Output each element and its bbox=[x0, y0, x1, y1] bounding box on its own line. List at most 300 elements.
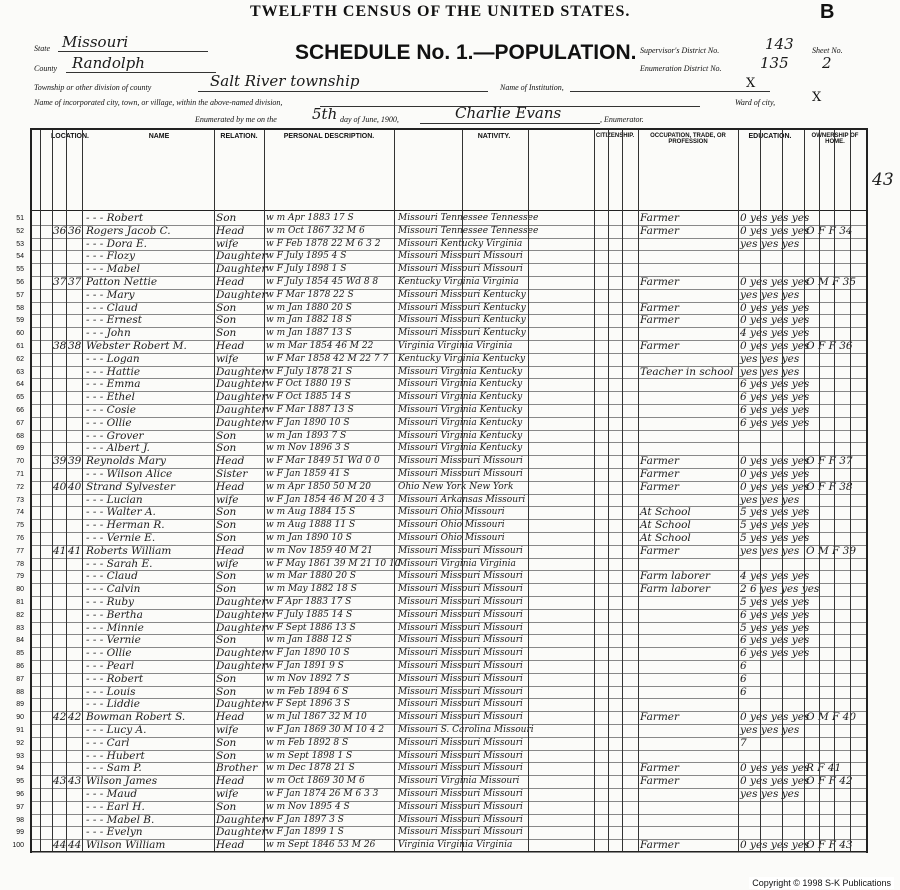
col-education: EDUCATION. bbox=[748, 133, 792, 140]
institution-label: Name of Institution, bbox=[500, 83, 564, 92]
relation: Son bbox=[216, 212, 237, 224]
personal-description: w F Oct 1880 19 S bbox=[266, 379, 351, 390]
education: 0 yes yes yes bbox=[740, 224, 810, 237]
enum-district-label: Enumeration District No. bbox=[640, 64, 722, 73]
occupation: Farmer bbox=[640, 314, 680, 327]
personal-description: w F Mar 1849 51 Wd 0 0 bbox=[266, 456, 380, 467]
relation: Daughter bbox=[216, 698, 267, 711]
incorporated-label: Name of incorporated city, town, or village, within the above-named division, bbox=[34, 98, 283, 107]
home-ownership: O F F 34 bbox=[806, 224, 853, 237]
occupation: Farmer bbox=[640, 468, 680, 480]
dwelling-number: 42 bbox=[53, 711, 67, 724]
education: yes yes yes bbox=[740, 493, 800, 506]
education: 0 yes yes yes bbox=[740, 711, 810, 724]
nativity: Missouri Ohio Missouri bbox=[398, 520, 505, 531]
line-number: 84 bbox=[16, 637, 24, 645]
education: yes yes yes bbox=[740, 365, 800, 378]
line-number: 59 bbox=[16, 317, 24, 325]
dwelling-number: 40 bbox=[53, 480, 67, 493]
personal-description: w F Feb 1878 22 M 6 3 2 bbox=[266, 238, 381, 249]
supervisor-number: 143 bbox=[765, 35, 794, 53]
person-name: - - - Lucian bbox=[86, 493, 143, 506]
line-number: 61 bbox=[16, 343, 24, 350]
nativity: Missouri Tennessee Tennessee bbox=[398, 225, 539, 236]
person-name: - - - Hattie bbox=[86, 365, 141, 378]
relation: Son bbox=[216, 583, 237, 596]
nativity: Missouri Virginia Kentucky bbox=[398, 443, 523, 454]
home-ownership: O M F 35 bbox=[806, 276, 857, 288]
line-number: 69 bbox=[16, 445, 24, 453]
personal-description: w F May 1861 39 M 21 10 10 bbox=[266, 558, 401, 569]
family-number: 43 bbox=[68, 775, 82, 788]
col-location: LOCATION. bbox=[51, 133, 89, 140]
census-table bbox=[12, 128, 868, 853]
education: 6 yes yes yes bbox=[740, 378, 810, 391]
personal-description: w F Jan 1890 10 S bbox=[266, 417, 350, 428]
personal-description: w m Feb 1894 6 S bbox=[266, 686, 349, 697]
line-number: 86 bbox=[16, 663, 24, 670]
nativity: Missouri S. Carolina Missouri bbox=[398, 725, 534, 735]
column-divider bbox=[528, 130, 529, 851]
occupation: Farmer bbox=[640, 301, 680, 314]
occupation: Farmer bbox=[640, 762, 680, 775]
nativity: Missouri Missouri Kentucky bbox=[398, 328, 526, 339]
person-name: - - - Liddie bbox=[86, 698, 141, 711]
relation: Sister bbox=[216, 468, 248, 480]
home-ownership: R F 41 bbox=[806, 762, 842, 775]
person-name: Webster Robert M. bbox=[86, 340, 187, 352]
relation: Daughter bbox=[216, 596, 267, 608]
nativity: Missouri Missouri Missouri bbox=[398, 571, 523, 582]
occupation: Farmer bbox=[640, 775, 680, 788]
enumerator-label: , Enumerator. bbox=[600, 115, 644, 124]
nativity: Missouri Virginia Kentucky bbox=[398, 405, 523, 415]
relation: Head bbox=[216, 480, 245, 493]
personal-description: w m Nov 1892 7 S bbox=[266, 673, 350, 684]
occupation: Farm laborer bbox=[640, 570, 711, 583]
col-citizenship: CITIZENSHIP. bbox=[595, 133, 635, 139]
personal-description: w m Mar 1880 20 S bbox=[266, 571, 356, 582]
person-name: Patton Nettie bbox=[86, 276, 158, 288]
line-number: 70 bbox=[16, 458, 24, 466]
home-ownership: O M F 39 bbox=[806, 544, 857, 557]
person-name: - - - Ruby bbox=[86, 596, 134, 608]
occupation: At School bbox=[640, 532, 691, 544]
dwelling-number: 37 bbox=[53, 276, 67, 288]
nativity: Missouri Missouri Missouri bbox=[398, 635, 523, 646]
person-name: - - - Robert bbox=[86, 672, 144, 685]
personal-description: w m Feb 1892 8 S bbox=[266, 737, 349, 748]
copyright: Copyright © 1998 S-K Publications bbox=[749, 877, 894, 889]
family-number: 39 bbox=[68, 455, 82, 468]
nativity: Missouri Virginia Missouri bbox=[398, 776, 520, 787]
nativity: Missouri Virginia Kentucky bbox=[398, 366, 523, 377]
person-name: - - - Carl bbox=[86, 736, 130, 749]
line-number: 89 bbox=[16, 701, 24, 709]
relation: Son bbox=[216, 570, 237, 583]
person-name: - - - Vernie E. bbox=[86, 532, 156, 544]
personal-description: w F Apr 1883 17 S bbox=[266, 597, 352, 607]
nativity: Missouri Virginia Kentucky bbox=[398, 379, 523, 390]
line-number: 64 bbox=[16, 381, 24, 389]
person-name: - - - Ethel bbox=[86, 391, 135, 404]
personal-description: w F July 1878 21 S bbox=[266, 366, 353, 377]
relation: wife bbox=[216, 788, 239, 800]
line-number: 96 bbox=[16, 791, 24, 798]
nativity: Kentucky Virginia Virginia bbox=[398, 277, 519, 287]
family-number: 41 bbox=[68, 544, 82, 557]
personal-description: w m Mar 1854 46 M 22 bbox=[266, 341, 374, 351]
person-name: - - - Louis bbox=[86, 685, 136, 698]
institution-mark: X bbox=[746, 76, 756, 91]
column-divider bbox=[760, 130, 761, 851]
person-name: - - - Sarah E. bbox=[86, 557, 153, 570]
ward-label: Ward of city, bbox=[735, 98, 776, 107]
column-divider bbox=[264, 130, 265, 851]
line-number: 92 bbox=[16, 739, 24, 747]
personal-description: w F Jan 1897 3 S bbox=[266, 814, 344, 825]
personal-description: w F Mar 1858 42 M 22 7 7 bbox=[266, 353, 389, 364]
col-personal: PERSONAL DESCRIPTION. bbox=[283, 133, 375, 140]
line-number: 97 bbox=[16, 803, 24, 811]
dwelling-number: 44 bbox=[53, 839, 67, 852]
personal-description: w m Jan 1888 12 S bbox=[266, 635, 352, 646]
column-divider bbox=[52, 130, 53, 851]
person-name: - - - Lucy A. bbox=[86, 724, 147, 736]
nativity: Missouri Missouri Missouri bbox=[398, 469, 523, 479]
person-name: Roberts William bbox=[86, 544, 172, 557]
schedule-title: SCHEDULE No. 1.—POPULATION. bbox=[295, 41, 637, 64]
nativity: Missouri Virginia Virginia bbox=[398, 558, 516, 569]
relation: Son bbox=[216, 672, 237, 685]
nativity: Missouri Missouri Kentucky bbox=[398, 302, 526, 313]
education: 0 yes yes yes bbox=[740, 762, 810, 775]
person-name: - - - Hubert bbox=[86, 749, 145, 762]
education: 5 yes yes yes bbox=[740, 596, 810, 608]
relation: Daughter bbox=[216, 416, 267, 429]
personal-description: w m Sept 1898 1 S bbox=[266, 750, 353, 761]
column-divider bbox=[782, 130, 783, 851]
county-value: Randolph bbox=[72, 54, 145, 72]
person-name: - - - Robert bbox=[86, 212, 144, 224]
line-number: 52 bbox=[16, 227, 24, 235]
personal-description: w m Jul 1867 32 M 10 bbox=[266, 712, 367, 723]
relation: Son bbox=[216, 736, 237, 749]
census-title: TWELFTH CENSUS OF THE UNITED STATES. bbox=[250, 3, 631, 20]
person-name: - - - Pearl bbox=[86, 660, 135, 672]
enumerator-name: Charlie Evans bbox=[455, 104, 562, 122]
column-divider bbox=[834, 130, 835, 851]
relation: Daughter bbox=[216, 608, 267, 621]
person-name: - - - John bbox=[86, 327, 131, 340]
occupation: Teacher in school bbox=[640, 365, 734, 378]
person-name: - - - Claud bbox=[86, 301, 138, 314]
relation: Daughter bbox=[216, 813, 267, 826]
education: yes yes yes bbox=[740, 788, 800, 800]
line-number: 91 bbox=[16, 727, 24, 734]
dwelling-number: 36 bbox=[53, 224, 67, 237]
family-number: 38 bbox=[68, 340, 82, 352]
relation: Daughter bbox=[216, 404, 267, 416]
education: 6 bbox=[740, 685, 747, 698]
relation: Head bbox=[216, 340, 245, 352]
nativity: Missouri Ohio Missouri bbox=[398, 507, 505, 518]
education: 0 yes yes yes bbox=[740, 212, 810, 224]
education: yes yes yes bbox=[740, 544, 800, 557]
line-number: 68 bbox=[16, 432, 24, 440]
nativity: Missouri Missouri Missouri bbox=[398, 686, 523, 697]
column-divider bbox=[608, 130, 609, 851]
nativity: Missouri Arkansas Missouri bbox=[398, 494, 526, 505]
personal-description: w m Apr 1883 17 S bbox=[266, 213, 354, 223]
personal-description: w m Nov 1896 3 S bbox=[266, 443, 350, 454]
home-ownership: O M F 40 bbox=[806, 711, 857, 724]
line-number: 74 bbox=[16, 509, 24, 517]
relation: Head bbox=[216, 775, 245, 788]
state-value: Missouri bbox=[62, 33, 129, 51]
person-name: - - - Sam P. bbox=[86, 762, 142, 775]
education: 5 yes yes yes bbox=[740, 621, 810, 634]
personal-description: w m Jan 1880 20 S bbox=[266, 302, 352, 313]
education: 0 yes yes yes bbox=[740, 340, 810, 352]
column-divider bbox=[82, 130, 83, 851]
line-number: 78 bbox=[16, 560, 24, 568]
personal-description: w m Oct 1867 32 M 6 bbox=[266, 225, 365, 236]
relation: wife bbox=[216, 352, 239, 365]
relation: Head bbox=[216, 711, 245, 724]
relation: Son bbox=[216, 327, 237, 340]
line-number: 67 bbox=[16, 419, 24, 427]
relation: Daughter bbox=[216, 660, 267, 672]
occupation: Farmer bbox=[640, 276, 680, 288]
person-name: Reynolds Mary bbox=[86, 455, 166, 468]
column-divider bbox=[850, 130, 851, 851]
column-divider bbox=[622, 130, 623, 851]
line-number: 75 bbox=[16, 522, 24, 530]
occupation: Farmer bbox=[640, 480, 680, 493]
township-label: Township or other division of county bbox=[34, 83, 152, 92]
line-number: 87 bbox=[16, 675, 24, 683]
line-number: 99 bbox=[16, 829, 24, 837]
person-name: Rogers Jacob C. bbox=[86, 224, 171, 237]
line-number: 88 bbox=[16, 688, 24, 696]
nativity: Virginia Virginia Virginia bbox=[398, 840, 513, 851]
line-number: 60 bbox=[16, 330, 24, 338]
personal-description: w m Aug 1888 11 S bbox=[266, 520, 356, 531]
nativity: Missouri Missouri Missouri bbox=[398, 750, 523, 761]
home-ownership: O F F 42 bbox=[806, 775, 853, 788]
nativity: Missouri Missouri Missouri bbox=[398, 737, 523, 748]
nativity: Missouri Missouri Missouri bbox=[398, 827, 523, 838]
col-nativity: NATIVITY. bbox=[477, 133, 511, 140]
enum-district-number: 135 bbox=[760, 54, 789, 72]
relation: Daughter bbox=[216, 621, 267, 634]
col-relation: RELATION. bbox=[220, 133, 258, 140]
line-number: 79 bbox=[16, 573, 24, 581]
personal-description: w m Dec 1878 21 S bbox=[266, 763, 355, 774]
nativity: Missouri Missouri Missouri bbox=[398, 789, 523, 799]
person-name: - - - Earl H. bbox=[86, 800, 145, 813]
personal-description: w F Jan 1854 46 M 20 4 3 bbox=[266, 494, 385, 505]
dwelling-number: 41 bbox=[53, 544, 67, 557]
line-number: 83 bbox=[16, 624, 24, 632]
relation: Son bbox=[216, 506, 237, 519]
personal-description: w F Mar 1887 13 S bbox=[266, 405, 354, 415]
nativity: Missouri Virginia Kentucky bbox=[398, 392, 523, 403]
relation: Daughter bbox=[216, 263, 267, 276]
education: yes yes yes bbox=[740, 352, 800, 365]
relation: Daughter bbox=[216, 250, 267, 263]
person-name: - - - Ernest bbox=[86, 314, 142, 327]
nativity: Missouri Missouri Missouri bbox=[398, 584, 523, 595]
column-divider bbox=[638, 130, 639, 851]
relation: Head bbox=[216, 544, 245, 557]
education: 6 yes yes yes bbox=[740, 634, 810, 647]
line-number: 56 bbox=[16, 279, 24, 286]
personal-description: w m Apr 1850 50 M 20 bbox=[266, 481, 371, 492]
nativity: Missouri Ohio Missouri bbox=[398, 533, 505, 543]
line-number: 90 bbox=[16, 714, 24, 722]
line-number: 63 bbox=[16, 368, 24, 376]
nativity: Missouri Missouri Missouri bbox=[398, 597, 523, 607]
column-divider bbox=[394, 130, 395, 851]
home-ownership: O F F 38 bbox=[806, 480, 853, 493]
personal-description: w m Oct 1869 30 M 6 bbox=[266, 776, 365, 787]
sheet-number: 2 bbox=[822, 54, 832, 72]
column-divider bbox=[462, 130, 463, 851]
occupation: Farmer bbox=[640, 340, 680, 352]
nativity: Missouri Missouri Missouri bbox=[398, 712, 523, 723]
personal-description: w F Sept 1896 3 S bbox=[266, 699, 350, 710]
education: 0 yes yes yes bbox=[740, 468, 810, 480]
education: 2 6 yes yes yes bbox=[740, 583, 820, 596]
home-ownership: O F F 36 bbox=[806, 340, 853, 352]
education: 4 yes yes yes bbox=[740, 327, 810, 340]
relation: Son bbox=[216, 532, 237, 544]
relation: Son bbox=[216, 314, 237, 327]
personal-description: w m May 1882 18 S bbox=[266, 584, 357, 595]
personal-description: w F Oct 1885 14 S bbox=[266, 392, 351, 403]
person-name: Wilson James bbox=[86, 775, 158, 788]
personal-description: w m Nov 1895 4 S bbox=[266, 801, 350, 812]
person-name: - - - Cosie bbox=[86, 404, 136, 416]
line-number: 94 bbox=[16, 765, 24, 773]
line-number: 54 bbox=[16, 253, 24, 261]
education: yes yes yes bbox=[740, 288, 800, 301]
personal-description: w F Sept 1886 13 S bbox=[266, 622, 356, 633]
line-number: 81 bbox=[16, 599, 24, 606]
education: 5 yes yes yes bbox=[740, 519, 810, 532]
nativity: Missouri Missouri Missouri bbox=[398, 661, 523, 671]
side-number: 43 bbox=[872, 170, 894, 190]
occupation: Farmer bbox=[640, 544, 680, 557]
line-number: 66 bbox=[16, 407, 24, 414]
nativity: Ohio New York New York bbox=[398, 481, 514, 492]
nativity: Missouri Missouri Missouri bbox=[398, 801, 523, 812]
line-number: 72 bbox=[16, 483, 24, 491]
person-name: - - - Maud bbox=[86, 788, 138, 800]
column-divider bbox=[66, 130, 67, 851]
line-number: 93 bbox=[16, 752, 24, 760]
education: 0 yes yes yes bbox=[740, 301, 810, 314]
relation: Brother bbox=[216, 762, 258, 775]
personal-description: w m Jan 1890 10 S bbox=[266, 533, 352, 543]
line-number: 77 bbox=[16, 547, 24, 555]
education: 0 yes yes yes bbox=[740, 314, 810, 327]
person-name: - - - Vernie bbox=[86, 634, 141, 647]
personal-description: w F Jan 1890 10 S bbox=[266, 648, 350, 659]
enumerated-label: Enumerated by me on the bbox=[195, 115, 277, 124]
day-of-label: day of June, 1900, bbox=[340, 115, 399, 124]
relation: Daughter bbox=[216, 391, 267, 404]
line-number: 71 bbox=[16, 471, 24, 478]
enumeration-day: 5th bbox=[312, 105, 338, 123]
person-name: - - - Calvin bbox=[86, 583, 141, 596]
family-number: 44 bbox=[68, 839, 82, 852]
dwelling-number: 43 bbox=[53, 775, 67, 788]
dwelling-number: 39 bbox=[53, 455, 67, 468]
home-ownership: O F F 37 bbox=[806, 455, 853, 468]
personal-description: w F Jan 1891 9 S bbox=[266, 661, 344, 671]
nativity: Kentucky Virginia Kentucky bbox=[398, 353, 526, 364]
line-number: 100 bbox=[12, 842, 24, 850]
sheet-letter: B bbox=[820, 1, 835, 23]
relation: Daughter bbox=[216, 378, 267, 391]
line-number: 55 bbox=[16, 266, 24, 274]
col-ownership: OWNERSHIP OF HOME. bbox=[811, 133, 859, 145]
education: 6 bbox=[740, 660, 747, 672]
personal-description: w m Nov 1859 40 M 21 bbox=[266, 545, 373, 556]
line-number: 98 bbox=[16, 816, 24, 824]
education: 5 yes yes yes bbox=[740, 532, 810, 544]
nativity: Missouri Missouri Kentucky bbox=[398, 289, 526, 300]
relation: Son bbox=[216, 749, 237, 762]
personal-description: w m Jan 1887 13 S bbox=[266, 328, 352, 339]
relation: Head bbox=[216, 224, 245, 237]
nativity: Missouri Missouri Missouri bbox=[398, 264, 523, 275]
person-name: - - - Walter A. bbox=[86, 506, 156, 519]
nativity: Missouri Missouri Missouri bbox=[398, 609, 523, 620]
person-name: Wilson William bbox=[86, 839, 166, 852]
relation: Son bbox=[216, 685, 237, 698]
relation: wife bbox=[216, 557, 239, 570]
township-value: Salt River township bbox=[210, 72, 360, 90]
personal-description: w F Jan 1899 1 S bbox=[266, 827, 344, 838]
occupation: Farmer bbox=[640, 839, 680, 852]
person-name: - - - Mabel bbox=[86, 263, 140, 276]
state-label: State bbox=[34, 44, 50, 53]
person-name: - - - Claud bbox=[86, 570, 138, 583]
education: 6 yes yes yes bbox=[740, 647, 810, 660]
personal-description: w F July 1895 4 S bbox=[266, 251, 347, 262]
relation: Son bbox=[216, 519, 237, 532]
occupation: Farm laborer bbox=[640, 583, 711, 596]
nativity: Missouri Missouri Missouri bbox=[398, 673, 523, 684]
line-number: 57 bbox=[16, 291, 24, 299]
relation: Daughter bbox=[216, 647, 267, 660]
personal-description: w F Jan 1859 41 S bbox=[266, 469, 350, 479]
personal-description: w F July 1854 45 Wd 8 8 bbox=[266, 277, 379, 287]
family-number: 36 bbox=[68, 224, 82, 237]
personal-description: w m Sept 1846 53 M 26 bbox=[266, 840, 376, 851]
line-number: 82 bbox=[16, 611, 24, 619]
education: 4 yes yes yes bbox=[740, 570, 810, 583]
line-number: 85 bbox=[16, 650, 24, 658]
family-number: 40 bbox=[68, 480, 82, 493]
nativity: Missouri Virginia Kentucky bbox=[398, 430, 523, 441]
line-number: 65 bbox=[16, 394, 24, 402]
relation: Son bbox=[216, 634, 237, 647]
